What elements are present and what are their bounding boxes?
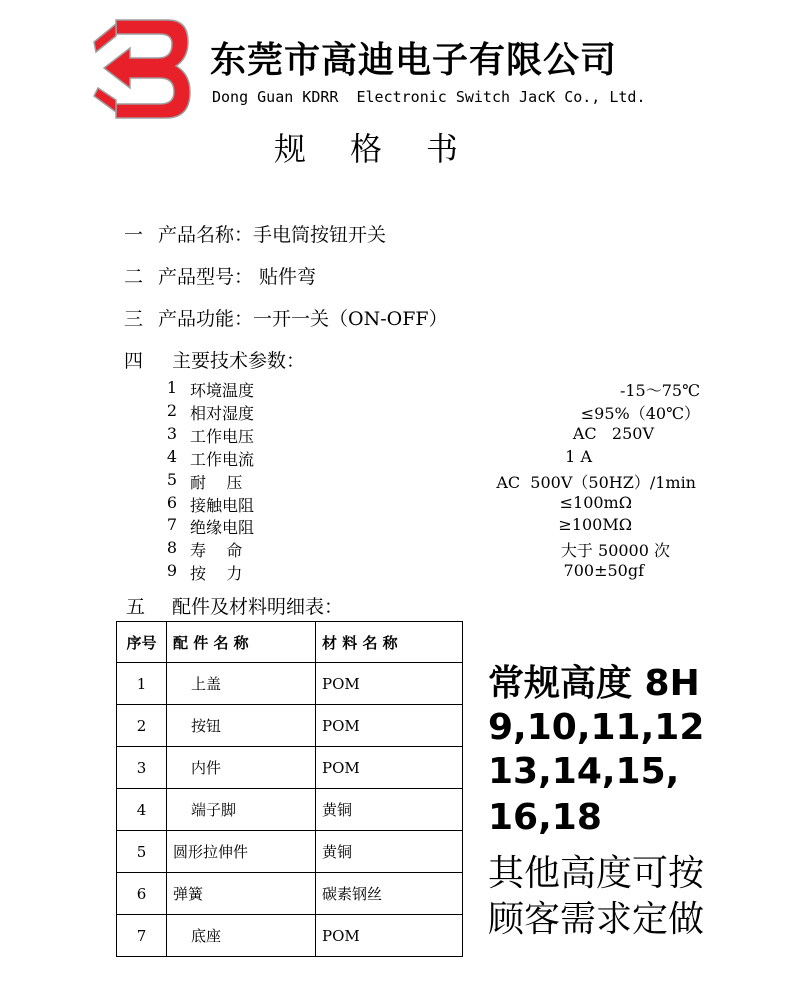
param-label: 接触电阻 — [190, 496, 255, 515]
cell-part-text: 按钮 — [191, 717, 222, 735]
table-row — [117, 873, 463, 915]
section-product-name — [124, 220, 386, 247]
section-number: 四 — [124, 350, 144, 372]
param-label: 相对湿度 — [190, 404, 255, 423]
custom-height-note: 顾客需求定做 — [488, 899, 705, 940]
param-row — [160, 538, 700, 560]
cell-part-text: 上盖 — [191, 675, 222, 693]
table-row — [117, 789, 463, 831]
section-number: 五 — [126, 596, 146, 618]
custom-height-note: 其他高度可按 — [488, 853, 705, 894]
param-label: 耐 压 — [190, 473, 243, 492]
param-label: 寿 命 — [190, 541, 243, 560]
cell-index: 6 — [117, 873, 167, 915]
param-number: 2 — [166, 401, 178, 420]
standard-height-label: 常规高度 8H — [488, 663, 700, 704]
cell-part-text: 内件 — [191, 759, 222, 777]
table-header-row — [117, 622, 463, 663]
param-row — [160, 470, 700, 492]
cell-material: POM — [316, 663, 463, 705]
table-row — [117, 663, 463, 705]
section-label: 产品型号： 贴件弯 — [158, 266, 317, 288]
section-label: 产品功能：一开一关（ON-OFF） — [158, 308, 448, 330]
document-title: 规格书 — [274, 130, 503, 168]
table-row — [117, 831, 463, 873]
param-value: 1 A — [565, 447, 592, 466]
param-value: AC 500V（50HZ）/1min — [496, 473, 696, 492]
cell-part: 圆形拉伸件 — [167, 831, 316, 873]
table-row — [117, 915, 463, 957]
section-product-model — [124, 262, 316, 289]
param-value: ≤95%（40℃） — [580, 404, 700, 423]
section-label: 产品名称：手电筒按钮开关 — [158, 224, 387, 246]
company-logo — [86, 12, 194, 128]
table-row — [117, 747, 463, 789]
cell-index: 2 — [117, 705, 167, 747]
cell-material: 黄铜 — [316, 831, 463, 873]
section-label: 配件及材料明细表： — [172, 596, 344, 618]
header-cell-part: 配 件 名 称 — [167, 622, 316, 663]
param-row — [160, 493, 700, 515]
param-row — [160, 515, 700, 537]
cell-part — [167, 747, 316, 789]
cell-index: 3 — [117, 747, 167, 789]
param-row — [160, 401, 700, 423]
param-value: ≤100mΩ — [559, 493, 632, 512]
param-label: 工作电流 — [190, 450, 255, 469]
table-row — [117, 705, 463, 747]
cell-material: POM — [316, 915, 463, 957]
section-number: 三 — [124, 308, 144, 330]
section-number: 一 — [124, 224, 144, 246]
cell-part — [167, 789, 316, 831]
param-value: 700±50gf — [563, 561, 644, 580]
param-number: 1 — [166, 378, 178, 397]
param-row — [160, 561, 700, 583]
parts-table — [116, 621, 463, 957]
cell-part — [167, 915, 316, 957]
param-number: 7 — [166, 515, 178, 534]
cell-material: 碳素钢丝 — [316, 873, 463, 915]
param-row — [160, 447, 700, 469]
cell-index: 1 — [117, 663, 167, 705]
header-cell-material: 材 料 名 称 — [316, 622, 463, 663]
company-name-en: Dong Guan KDRR Electronic Switch JacK Co., Ltd. — [212, 88, 646, 106]
cell-part: 弹簧 — [167, 873, 316, 915]
cell-material: POM — [316, 747, 463, 789]
param-label: 环境温度 — [190, 381, 255, 400]
cell-index: 4 — [117, 789, 167, 831]
section-label: 主要技术参数： — [172, 350, 306, 372]
param-value: -15～75℃ — [619, 381, 700, 400]
param-label: 按 力 — [190, 564, 243, 583]
param-number: 9 — [166, 561, 178, 580]
height-values-line: 16,18 — [488, 797, 602, 838]
height-values-line: 13,14,15, — [488, 751, 680, 792]
cell-index: 5 — [117, 831, 167, 873]
cell-material: 黄铜 — [316, 789, 463, 831]
param-row — [160, 424, 700, 446]
height-values-line: 9,10,11,12 — [488, 707, 705, 748]
section-main-params — [124, 346, 305, 373]
section-product-function — [124, 304, 448, 331]
param-number: 5 — [166, 470, 178, 489]
section-number: 二 — [124, 266, 144, 288]
cell-part-text: 底座 — [191, 927, 222, 945]
param-value: AC 250V — [572, 424, 654, 443]
cell-part — [167, 663, 316, 705]
cell-material: POM — [316, 705, 463, 747]
param-label: 绝缘电阻 — [190, 518, 255, 537]
cell-index: 7 — [117, 915, 167, 957]
section-parts-materials — [126, 592, 343, 619]
param-number: 6 — [166, 493, 178, 512]
header-cell-index: 序号 — [117, 622, 167, 663]
param-number: 4 — [166, 447, 178, 466]
param-value: ≥100MΩ — [558, 515, 632, 534]
param-number: 3 — [166, 424, 178, 443]
param-value: 大于 50000 次 — [560, 541, 670, 560]
cell-part-text: 端子脚 — [191, 801, 237, 819]
company-name-cn: 东莞市高迪电子有限公司 — [210, 40, 618, 81]
cell-part — [167, 705, 316, 747]
param-label: 工作电压 — [190, 427, 255, 446]
param-number: 8 — [166, 538, 178, 557]
param-row — [160, 378, 700, 400]
